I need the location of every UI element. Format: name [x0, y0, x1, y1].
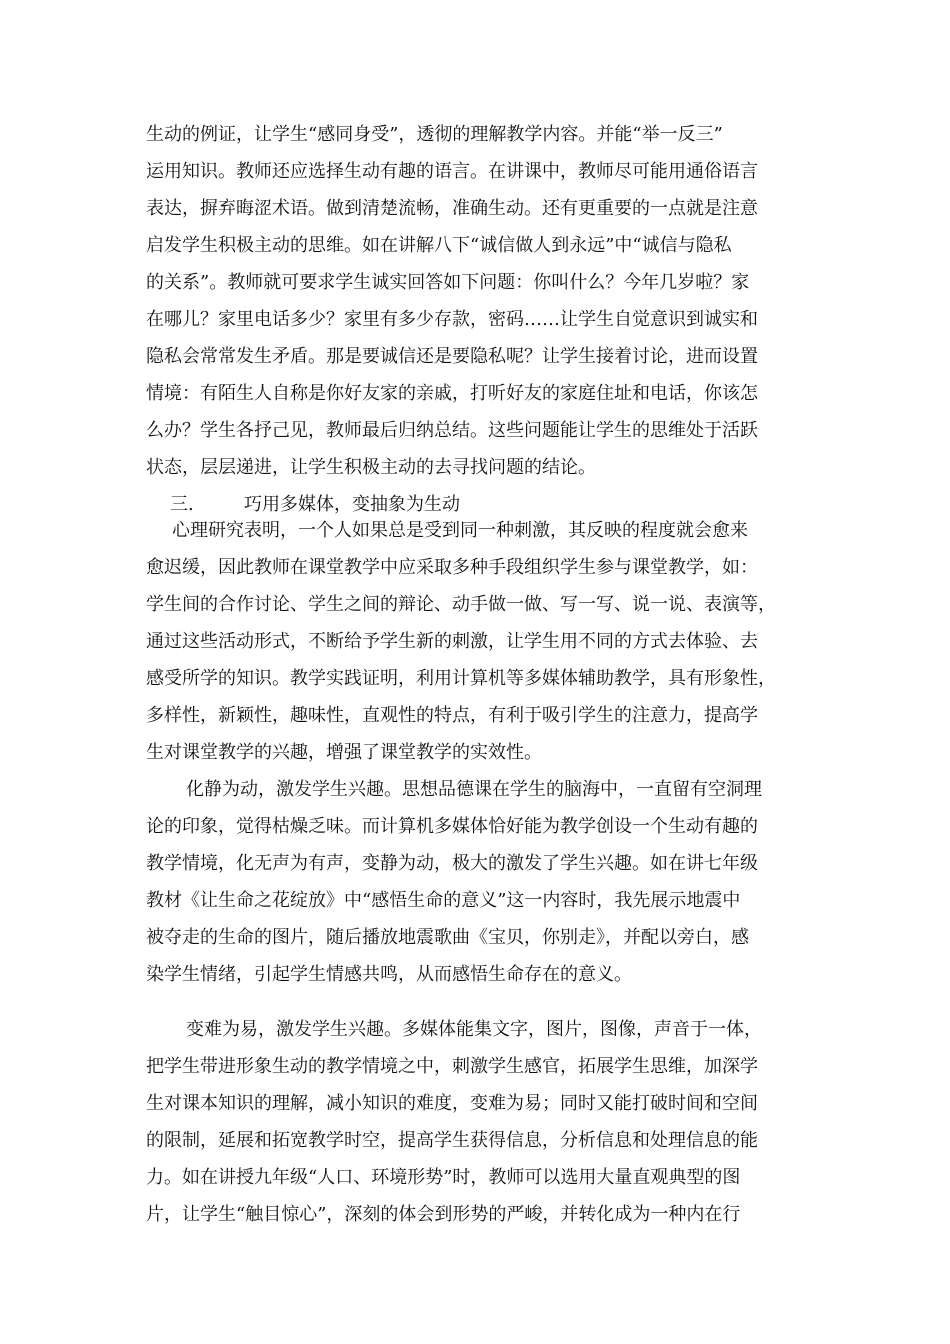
- text-line: 启发学生积极主动的思维。如在讲解八下“诚信做人到永远”中“诚信与隐私: [146, 235, 732, 256]
- text-line: 运用知识。教师还应选择生动有趣的语言。在讲课中，教师尽可能用通俗语言: [146, 161, 758, 182]
- text-line: 表达，摒弃晦涩术语。做到清楚流畅，准确生动。还有更重要的一点就是注意: [146, 198, 758, 219]
- text-line: 么办？学生各抒己见，教师最后归纳总结。这些问题能让学生的思维处于活跃: [146, 420, 758, 441]
- text-line: 状态，层层递进，让学生积极主动的去寻找问题的结论。: [146, 457, 596, 478]
- text-line: 力。如在讲授九年级“人口、环境形势”时，教师可以选用大量直观典型的图: [146, 1167, 741, 1188]
- text-line: 化静为动，激发学生兴趣。思想品德课在学生的脑海中，一直留有空洞理: [186, 779, 762, 800]
- text-line: 教材《让生命之花绽放》中“感悟生命的意义”这一内容时，我先展示地震中: [146, 890, 741, 911]
- text-line: 的限制，延展和拓宽教学时空，提高学生获得信息，分析信息和处理信息的能: [146, 1130, 758, 1151]
- section-heading-number: 三.: [170, 494, 194, 515]
- text-line: 变难为易，激发学生兴趣。多媒体能集文字，图片，图像，声音于一体，: [186, 1019, 762, 1040]
- text-line: 染学生情绪，引起学生情感共鸣，从而感悟生命存在的意义。: [146, 964, 632, 985]
- text-line: 隐私会常常发生矛盾。那是要诚信还是要隐私呢？让学生接着讨论，进而设置: [146, 346, 758, 367]
- text-line: 生动的例证，让学生“感同身受”，透彻的理解教学内容。并能“举一反三”: [146, 124, 723, 145]
- text-line: 生对课堂教学的兴趣，增强了课堂教学的实效性。: [146, 742, 542, 763]
- text-line: 通过这些活动形式，不断给予学生新的刺激，让学生用不同的方式去体验、去: [146, 631, 758, 652]
- text-line: 被夺走的生命的图片，随后播放地震歌曲《宝贝，你别走》，并配以旁白，感: [146, 927, 749, 948]
- text-line: 愈迟缓，因此教师在课堂教学中应采取多种手段组织学生参与课堂教学，如：: [146, 557, 758, 578]
- section-heading-title: 巧用多媒体，变抽象为生动: [244, 494, 460, 515]
- text-line: 学生间的合作讨论、学生之间的辩论、动手做一做、写一写、说一说、表演等，: [146, 594, 776, 615]
- text-line: 多样性，新颖性，趣味性，直观性的特点，有利于吸引学生的注意力，提高学: [146, 705, 758, 726]
- text-line: 情境：有陌生人自称是你好友家的亲戚，打听好友的家庭住址和电话，你该怎: [146, 383, 758, 404]
- text-line: 生对课本知识的理解，减小知识的难度，变难为易；同时又能打破时间和空间: [146, 1093, 758, 1114]
- text-line: 论的印象，觉得枯燥乏味。而计算机多媒体恰好能为教学创设一个生动有趣的: [146, 816, 758, 837]
- text-line: 在哪儿？家里电话多少？家里有多少存款，密码……让学生自觉意识到诚实和: [146, 309, 758, 330]
- text-line: 片，让学生“触目惊心”，深刻的体会到形势的严峻，并转化成为一种内在行: [146, 1204, 741, 1225]
- text-line: 教学情境，化无声为有声，变静为动，极大的激发了学生兴趣。如在讲七年级: [146, 853, 758, 874]
- text-line: 把学生带进形象生动的教学情境之中，刺激学生感官，拓展学生思维，加深学: [146, 1056, 758, 1077]
- text-line: 的关系”。教师就可要求学生诚实回答如下问题：你叫什么？今年几岁啦？家: [146, 272, 750, 293]
- text-line: 心理研究表明，一个人如果总是受到同一种刺激，其反映的程度就会愈来: [172, 520, 748, 541]
- text-line: 感受所学的知识。教学实践证明，利用计算机等多媒体辅助教学，具有形象性，: [146, 668, 776, 689]
